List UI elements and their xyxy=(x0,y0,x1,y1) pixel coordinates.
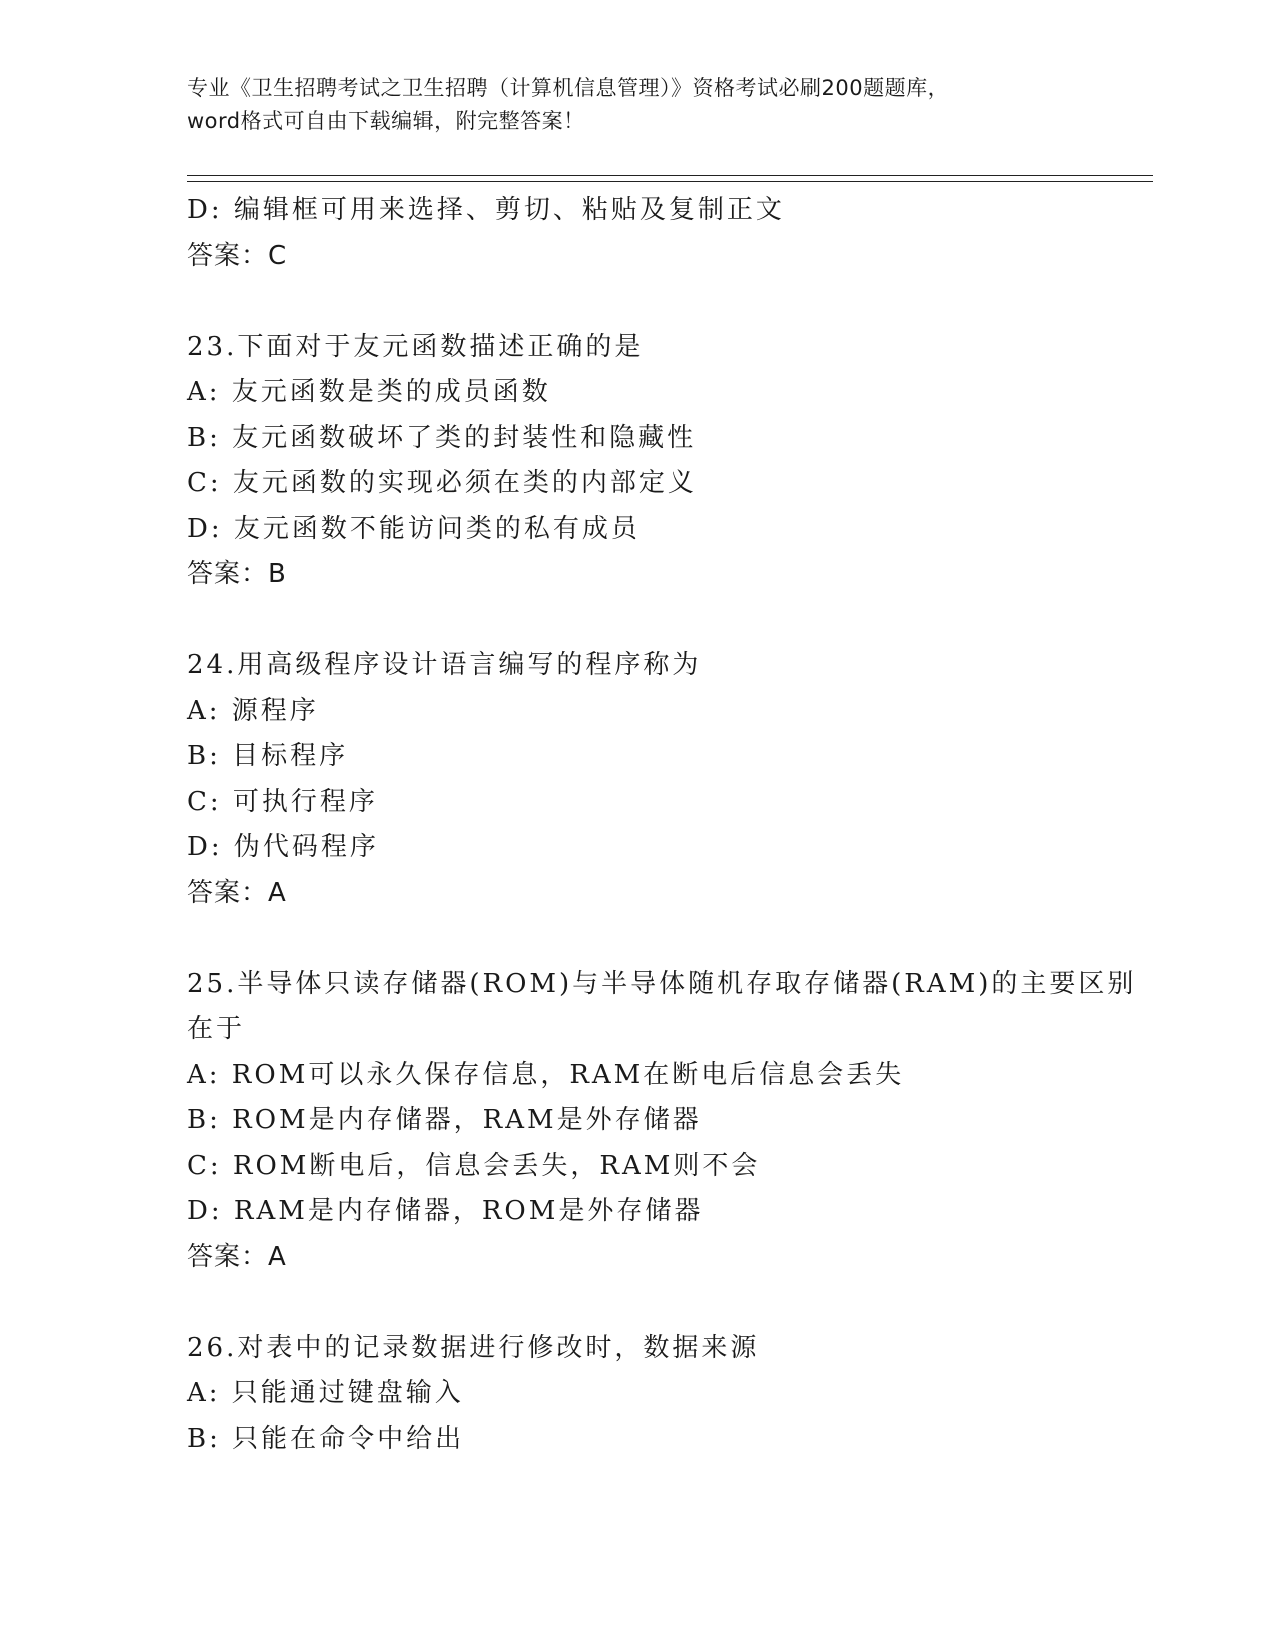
document-header xyxy=(187,72,1087,138)
question-24 xyxy=(187,643,1087,916)
answer-label: 答案：B xyxy=(187,559,287,589)
spacer xyxy=(187,598,1087,644)
question-list xyxy=(187,188,1137,1462)
question-stem: 23.下面对于友元函数描述正确的是 xyxy=(187,331,644,362)
question-stem-line-2: 在于 xyxy=(187,1014,246,1044)
option-b: B: 只能在命令中给出 xyxy=(187,1423,465,1454)
spacer xyxy=(187,1280,1087,1326)
header-divider-top xyxy=(187,175,1153,176)
answer-label: 答案：A xyxy=(187,877,287,908)
option-d: D: 编辑框可用来选择、剪切、粘贴及复制正文 xyxy=(187,195,785,225)
option-a: A: 友元函数是类的成员函数 xyxy=(187,377,551,407)
answer-label: 答案：A xyxy=(187,1241,287,1272)
option-d: D: 伪代码程序 xyxy=(187,832,379,862)
question-stem-line-1: 25.半导体只读存储器(ROM)与半导体随机存取存储器(RAM)的主要区别 xyxy=(187,968,1137,999)
question-25 xyxy=(187,962,1137,1281)
answer-label: 答案：C xyxy=(187,240,288,271)
spacer xyxy=(187,916,1087,962)
question-23 xyxy=(187,325,1087,598)
header-divider-bottom xyxy=(187,181,1153,182)
question-26 xyxy=(187,1326,1087,1463)
question-stem: 24.用高级程序设计语言编写的程序称为 xyxy=(187,650,702,680)
header-line-1: 专业《卫生招聘考试之卫生招聘（计算机信息管理）》资格考试必刷200题题库， xyxy=(187,76,950,100)
option-b: B: ROM是内存储器，RAM是外存储器 xyxy=(187,1105,702,1135)
header-line-2: word格式可自由下载编辑，附完整答案！ xyxy=(187,109,585,133)
option-c: C: 友元函数的实现必须在类的内部定义 xyxy=(187,468,697,498)
option-b: B: 友元函数破坏了类的封装性和隐藏性 xyxy=(187,422,697,453)
option-b: B: 目标程序 xyxy=(187,741,349,771)
option-d: D: 友元函数不能访问类的私有成员 xyxy=(187,513,640,544)
option-c: C: ROM断电后，信息会丢失，RAM则不会 xyxy=(187,1150,761,1181)
option-a: A: 源程序 xyxy=(187,695,319,726)
question-stem: 26.对表中的记录数据进行修改时，数据来源 xyxy=(187,1332,760,1363)
option-a: A: ROM可以永久保存信息，RAM在断电后信息会丢失 xyxy=(187,1059,905,1090)
option-d: D: RAM是内存储器，ROM是外存储器 xyxy=(187,1196,704,1226)
spacer xyxy=(187,279,1087,325)
option-a: A: 只能通过键盘输入 xyxy=(187,1378,464,1408)
previous-question-tail xyxy=(187,188,1087,279)
option-c: C: 可执行程序 xyxy=(187,786,378,817)
